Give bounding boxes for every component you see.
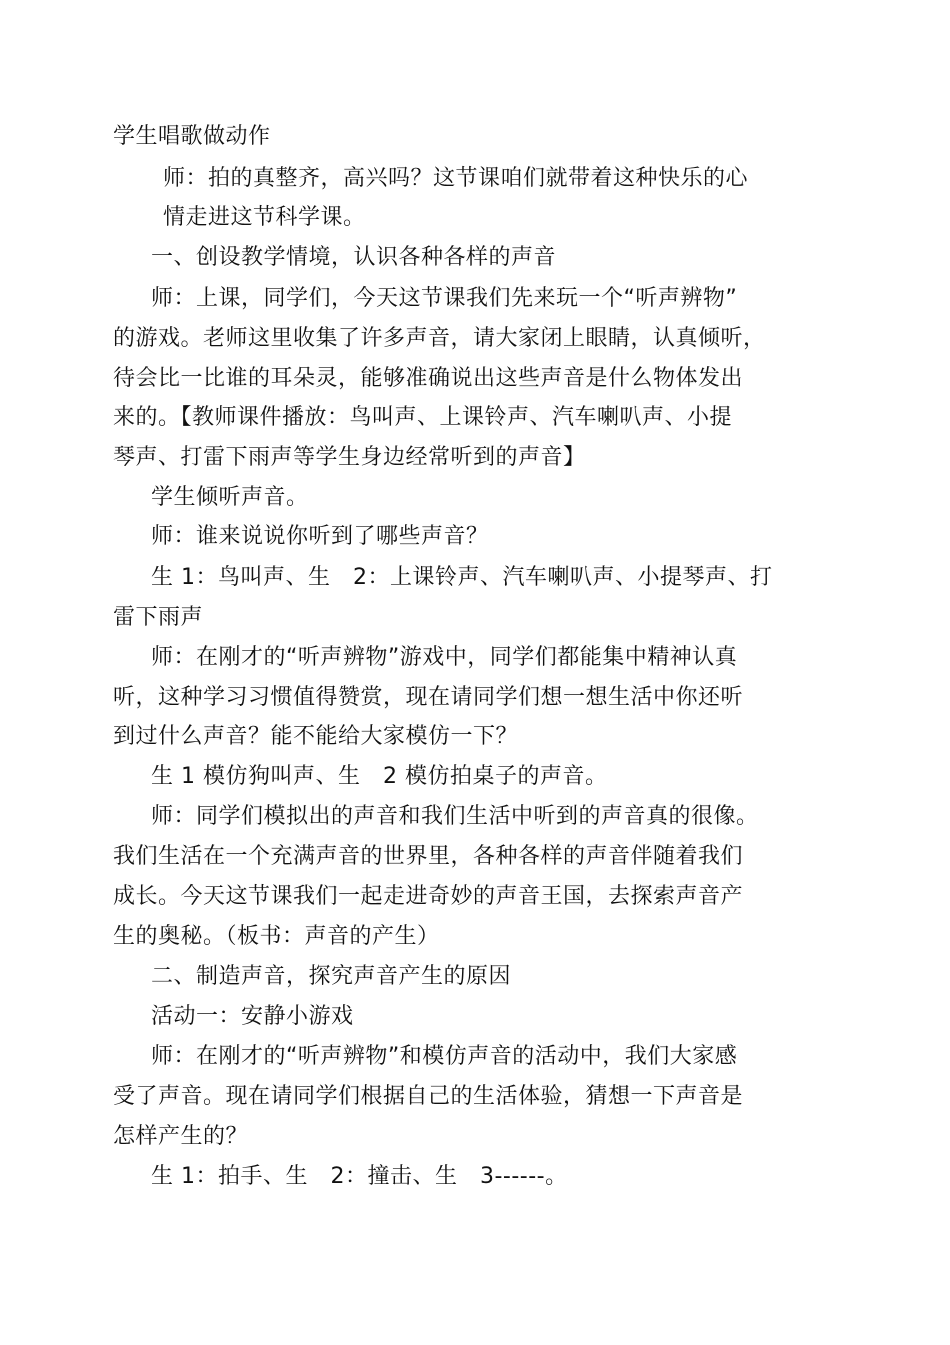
text-line: 师：上课，同学们，今天这节课我们先来玩一个“听声辨物” (151, 286, 738, 311)
section-heading: 二、制造声音，探究声音产生的原因 (151, 964, 512, 989)
text-line: 活动一：安静小游戏 (151, 1004, 354, 1029)
text-line: 来的。【教师课件播放：鸟叫声、上课铃声、汽车喇叭声、小提 (113, 405, 733, 430)
text-line: 师：在刚才的“听声辨物”游戏中，同学们都能集中精神认真 (151, 645, 738, 670)
text-line: 师：拍的真整齐，高兴吗？这节课咱们就带着这种快乐的心 (163, 166, 749, 191)
text-line: 听，这种学习习惯值得赞赏，现在请同学们想一想生活中你还听 (113, 685, 744, 710)
text-line: 生的奥秘。（板书：声音的产生） (113, 924, 440, 949)
text-line: 师：同学们模拟出的声音和我们生活中听到的声音真的很像。 (151, 804, 759, 829)
text-line: 我们生活在一个充满声音的世界里，各种各样的声音伴随着我们 (113, 844, 744, 869)
section-heading: 一、创设教学情境，认识各种各样的声音 (151, 245, 557, 270)
text-line: 生 1：鸟叫声、生 2：上课铃声、汽车喇叭声、小提琴声、打 (151, 565, 773, 590)
text-line: 学生倾听声音。 (151, 485, 309, 510)
text-line: 师：谁来说说你听到了哪些声音？ (151, 524, 489, 549)
text-line: 到过什么声音？能不能给大家模仿一下？ (113, 724, 519, 749)
text-line: 琴声、打雷下雨声等学生身边经常听到的声音】 (113, 445, 586, 470)
text-line: 成长。今天这节课我们一起走进奇妙的声音王国，去探索声音产 (113, 884, 744, 909)
text-line: 情走进这节科学课。 (163, 205, 366, 230)
text-line: 雷下雨声 (113, 605, 204, 630)
text-line: 的游戏。老师这里收集了许多声音，请大家闭上眼睛，认真倾听， (113, 326, 766, 351)
text-line: 生 1 模仿狗叫声、生 2 模仿拍桌子的声音。 (151, 764, 608, 789)
text-line: 生 1：拍手、生 2：撞击、生 3------。 (151, 1164, 568, 1189)
text-line: 受了声音。现在请同学们根据自己的生活体验，猜想一下声音是 (113, 1084, 744, 1109)
text-line: 师：在刚才的“听声辨物”和模仿声音的活动中，我们大家感 (151, 1044, 738, 1069)
text-line: 怎样产生的？ (113, 1124, 249, 1149)
text-line: 学生唱歌做动作 (113, 124, 271, 149)
text-line: 待会比一比谁的耳朵灵，能够准确说出这些声音是什么物体发出 (113, 366, 744, 391)
